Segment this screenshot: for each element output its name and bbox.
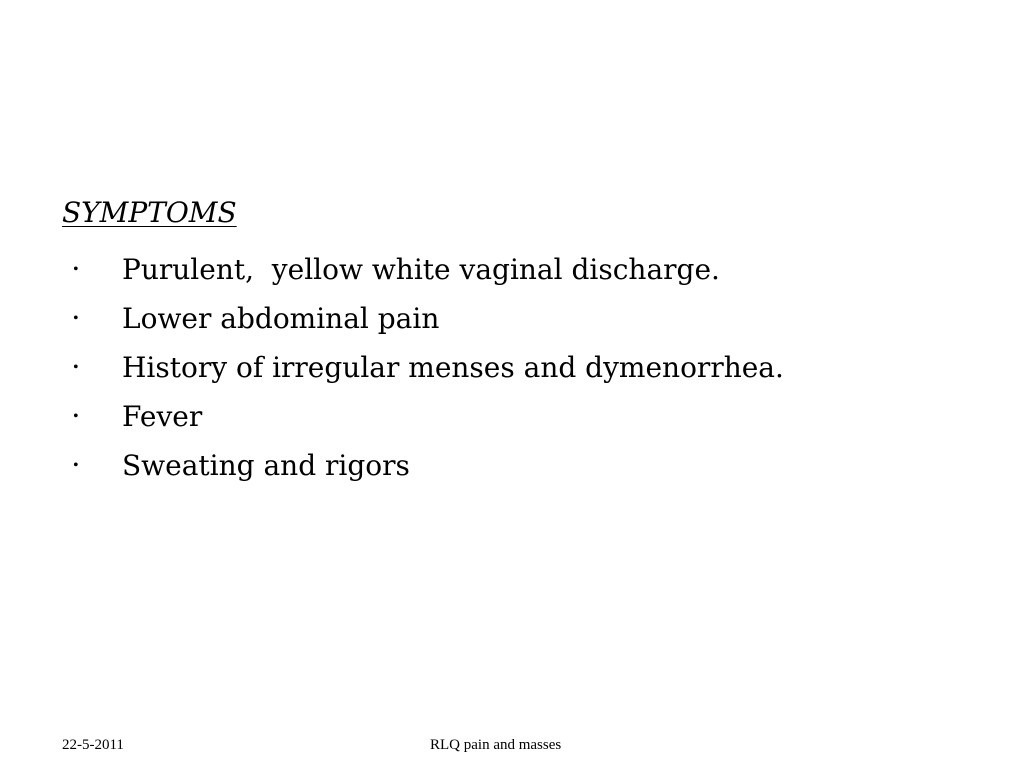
bullet-list: [0, 250, 1024, 495]
bullet-text: Lower abdominal pain: [122, 302, 440, 335]
list-item: [0, 397, 1024, 446]
bullet-text: Sweating and rigors: [122, 449, 410, 482]
list-item: [0, 348, 1024, 397]
bullet-icon: •: [73, 261, 79, 278]
footer-date: 22-5-2011: [62, 737, 124, 753]
bullet-icon: •: [73, 359, 79, 376]
footer-title: RLQ pain and masses: [430, 737, 562, 753]
bullet-icon: •: [73, 457, 79, 474]
bullet-icon: •: [73, 408, 79, 425]
bullet-text: Purulent, yellow white vaginal discharge.: [122, 253, 720, 286]
list-item: [0, 299, 1024, 348]
list-item: [0, 250, 1024, 299]
bullet-text: History of irregular menses and dymenorrhea.: [122, 351, 784, 384]
bullet-text: Fever: [122, 400, 203, 433]
bullet-icon: •: [73, 310, 79, 327]
slide-heading: SYMPTOMS: [62, 196, 237, 229]
list-item: [0, 446, 1024, 495]
